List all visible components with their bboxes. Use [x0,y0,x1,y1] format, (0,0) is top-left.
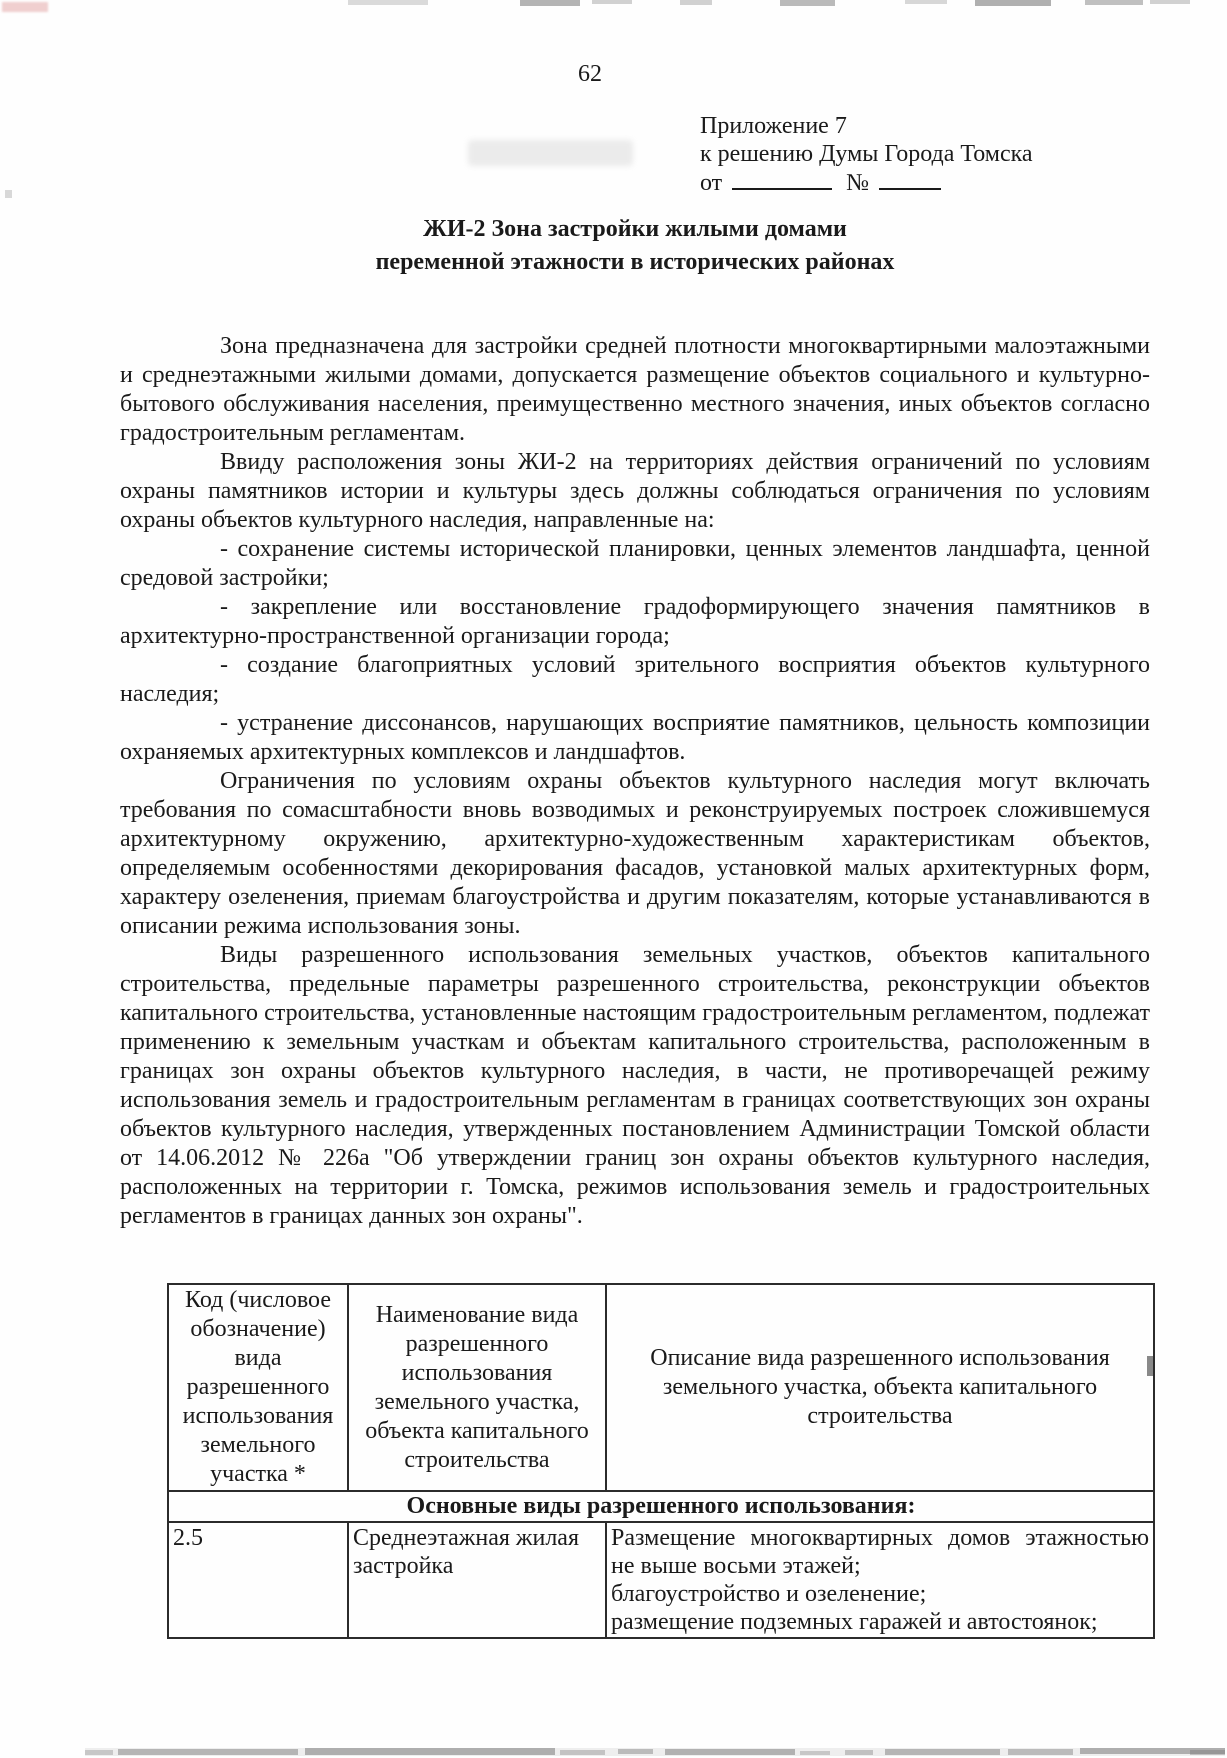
header-description: Описание вида разрешенного использования земельного участка, объекта капитального строительства [606,1284,1154,1491]
scan-artifact [348,0,428,5]
appendix-line-2: к решению Думы Города Томска [700,141,1033,167]
section-header-main-uses: Основные виды разрешенного использования: [168,1491,1154,1522]
body-text [120,332,1150,1231]
scan-artifact-stamp-smudge [468,140,633,166]
scan-artifact [1190,1750,1225,1755]
cell-description [606,1522,1154,1638]
table-section-row [168,1491,1154,1522]
scan-artifact [1085,0,1143,5]
scan-artifact [680,0,712,5]
scan-artifact [780,0,835,6]
scan-artifact [560,1750,605,1755]
scan-artifact [520,0,580,6]
table-header-row [168,1284,1154,1491]
land-use-table [167,1283,1155,1639]
appendix-block [700,112,1060,197]
paragraph-restrictions-intro: Ввиду расположения зоны ЖИ-2 на территориях действия ограничений по условиям охраны памятников истории и культуры здесь должны соблюдаться ограничения по условиям охраны объектов культурного наследия, направленные на: [120,449,1150,533]
date-blank-line [732,168,832,190]
paragraph-scale-requirements: Ограничения по условиям охраны объектов культурного наследия могут включать требования по сомасштабности вновь возводимых и реконструируемых построек сложившемуся архитектурному окружению, архитектурно-художественным характеристикам объектов, определяемым особенностями декорирования фасадов, установкой малых архитектурных форм, характеру озеленения, приемам благоустройства и другим показателям, которые устанавливаются в описании режима использования зоны. [120,768,1150,939]
description-item: благоустройство и озеленение; [611,1581,927,1607]
scan-artifact [85,1750,113,1755]
scan-artifact [665,1749,795,1755]
scan-artifact [1080,1748,1225,1754]
scan-artifact [800,1751,830,1755]
scan-artifact [975,0,1051,6]
page-number: 62 [578,61,602,87]
scan-artifact [5,190,12,198]
scan-artifact [885,1749,1000,1755]
list-item-dissonance: - устранение диссонансов, нарушающих восприятие памятников, цельность композиции охраняемых архитектурных комплексов и ландшафтов. [120,710,1150,765]
scan-artifact [118,1749,298,1755]
scan-artifact [305,1748,555,1755]
date-label: от [700,170,723,196]
number-sign: № [846,170,870,196]
title-line-1: ЖИ-2 Зона застройки жилыми домами [423,216,847,242]
list-item-preservation: - сохранение системы исторической планировки, ценных элементов ландшафта, ценной средовой застройки; [120,536,1150,591]
paragraph-permitted-use: Виды разрешенного использования земельных участков, объектов капитального строительства, предельные параметры разрешенного строительства, реконструкции объектов капитального строительства, установленные настоящим градостроительным регламентом, подлежат применению к земельным участкам и объектам капитального строительства, расположенным в границах зон охраны объектов культурного наследия, в части, не противоречащей режиму использования земель и градостроительным регламентам в границах соответствующих зон охраны объектов культурного наследия, утвержденных постановлением Администрации Томской области от 14.06.2012 № 226а "Об утверждении границ зон охраны объектов культурного наследия, расположенных на территории г. Томска, режимов использования земель и градостроительных регламентов в границах данных зон охраны". [120,942,1150,1229]
paragraph-zone-purpose: Зона предназначена для застройки средней плотности многоквартирными малоэтажными и среднеэтажными жилыми домами, допускается размещение объектов социального и культурно-бытового обслуживания населения, преимущественно местного значения, иных объектов согласно градостроительным регламентам. [120,333,1150,446]
header-name: Наименование вида разрешенного использования земельного участка, объекта капитального строительства [348,1284,606,1491]
title-line-2: переменной этажности в исторических районах [375,249,895,275]
description-item: размещение подземных гаражей и автостоянок; [611,1609,1098,1635]
cell-code: 2.5 [168,1522,348,1638]
appendix-line-1: Приложение 7 [700,113,847,139]
number-blank-line [879,168,941,190]
description-item: Размещение многоквартирных домов этажностью не выше восьми этажей; [611,1525,1149,1579]
document-title [120,213,1150,279]
scan-artifact [905,0,947,4]
cell-name: Среднеэтажная жилая застройка [348,1522,606,1638]
scan-artifact [592,0,632,4]
scan-artifact-bottom-strip [85,1748,1225,1756]
scan-artifact [1008,1749,1073,1755]
header-code: Код (числовое обозначение) вида разрешенного использования земельного участка * [168,1284,348,1491]
scan-artifact [845,1750,873,1755]
scan-artifact [1150,0,1190,4]
table-row [168,1522,1154,1638]
list-item-conditions: - создание благоприятных условий зрительного восприятия объектов культурного наследия; [120,652,1150,707]
scan-artifact-red-mark [2,2,48,12]
scan-artifact [618,1749,653,1754]
list-item-consolidation: - закрепление или восстановление градоформирующего значения памятников в архитектурно-пространственной организации города; [120,594,1150,649]
appendix-date-number-line [700,168,1060,197]
